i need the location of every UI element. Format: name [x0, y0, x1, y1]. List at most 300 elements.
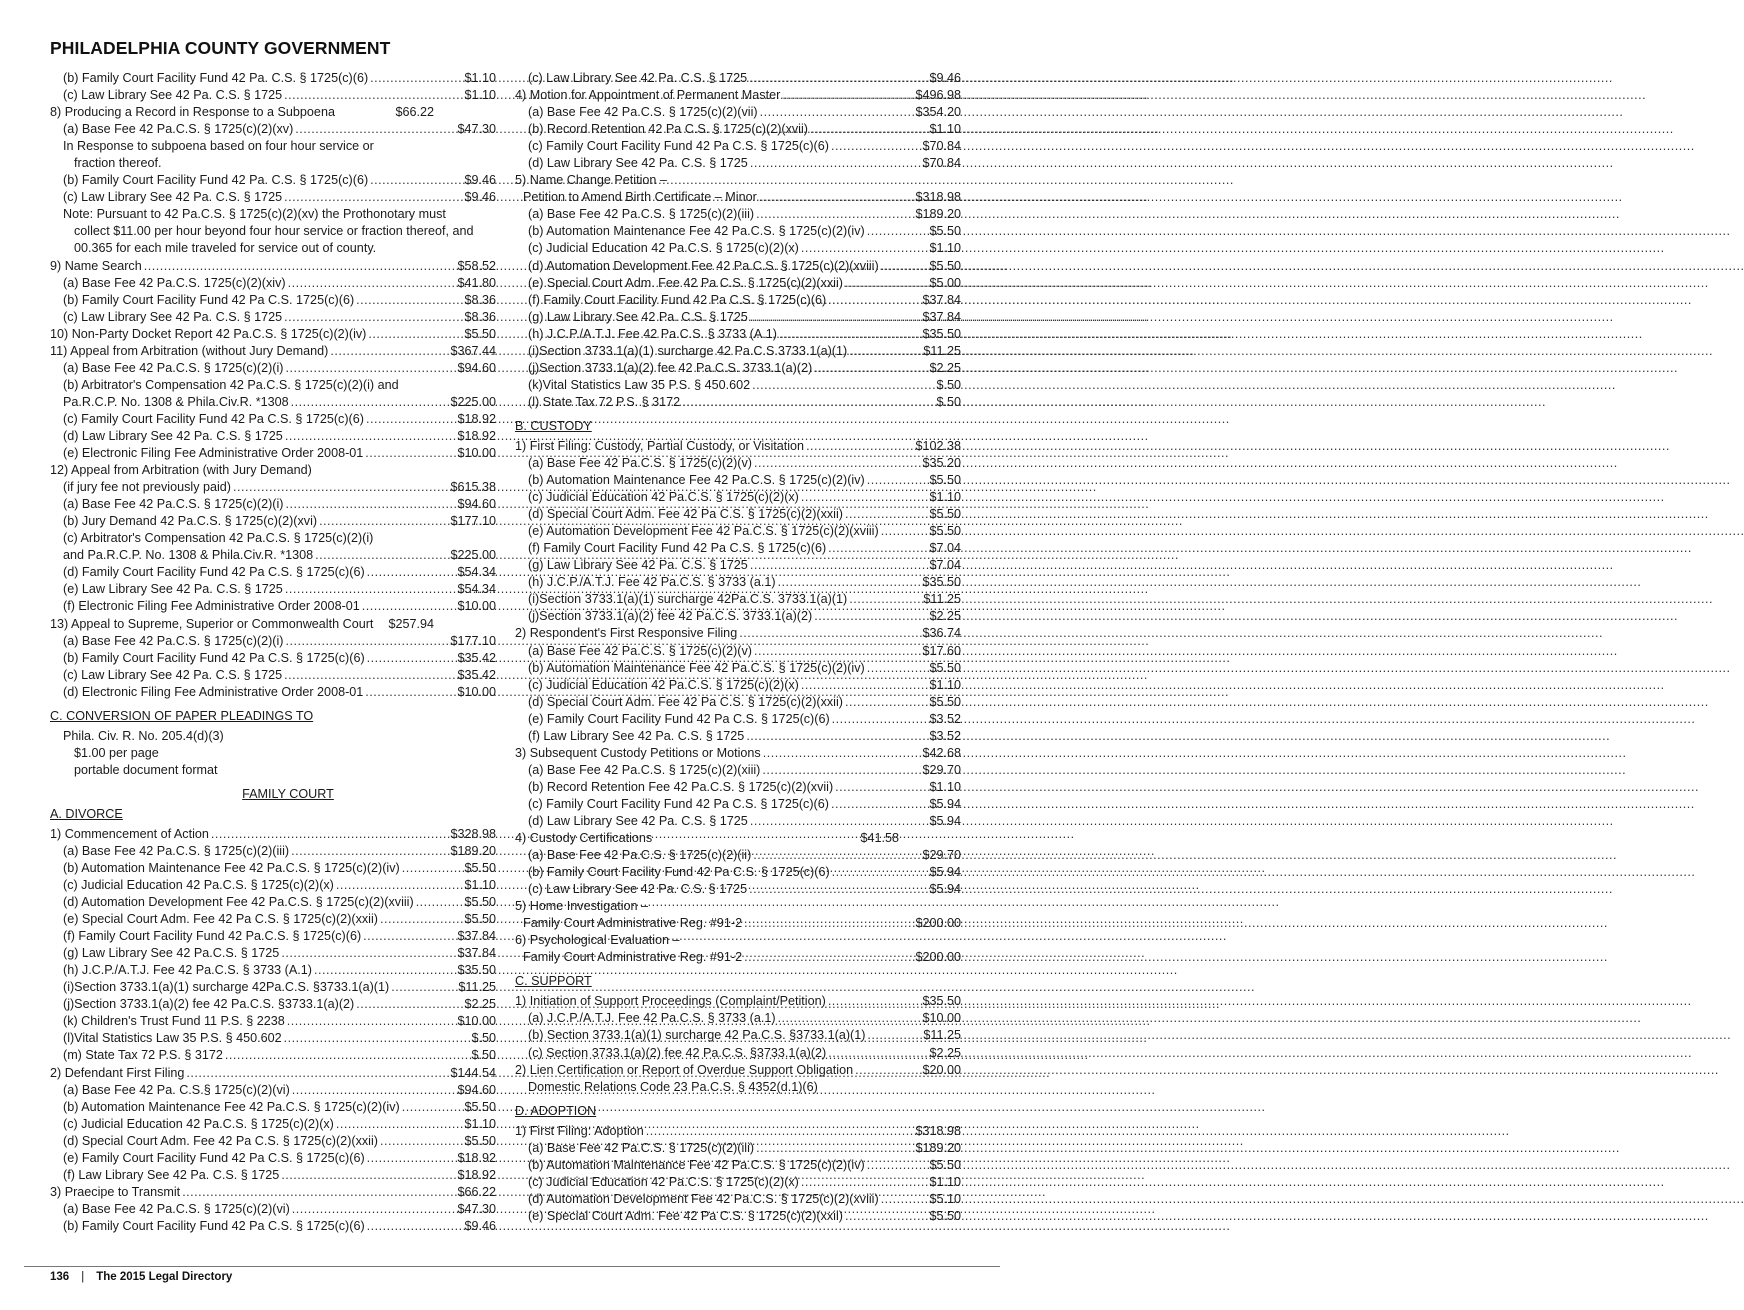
- fee-amount: $18.92: [457, 1150, 496, 1165]
- text-line: [50, 377, 496, 394]
- fee-amount: $37.84: [457, 946, 496, 961]
- fee-label: 11) Appeal from Arbitration (without Jury Demand): [50, 343, 329, 358]
- dot-leader: [867, 1027, 921, 1044]
- fee-amount: $318.98: [915, 1123, 961, 1138]
- fee-label: (b) Family Court Facility Fund 42 Pa C.S. § 1725(c)(6): [63, 1218, 365, 1233]
- fee-label: (a) Base Fee 42 Pa.C.S. § 1725(c)(2)(i): [63, 633, 284, 648]
- fee-line: [50, 547, 496, 564]
- dot-leader: [682, 394, 934, 411]
- fee-label: (d) Law Library See 42 Pa. C.S. § 1725: [63, 428, 283, 443]
- fee-line: [515, 377, 961, 394]
- fee-label: (a) Base Fee 42 Pa.C.S. § 1725(c)(2)(ii): [528, 848, 752, 863]
- dot-leader: [186, 1065, 448, 1082]
- fee-line: [50, 667, 496, 684]
- fee-label: (c) Judicial Education 42 Pa.C.S. § 1725(c)(2)(x): [528, 490, 799, 505]
- fee-label: 1) First Filing: Custody, Partial Custody, or Visitation: [515, 438, 805, 453]
- dot-leader: [370, 70, 462, 87]
- dot-leader: [366, 411, 456, 428]
- fee-label: (c) Judicial Education 42 Pa.C.S. § 1725(c)(2)(x): [528, 1174, 799, 1189]
- fee-line: [515, 728, 961, 745]
- fee-amount: $2.25: [929, 360, 961, 375]
- dot-leader: [233, 479, 448, 496]
- fee-label: (j)Section 3733.1(a)(2) fee 42 Pa.C.S. §3733.1(a)(2): [63, 997, 355, 1012]
- dot-leader: [810, 121, 928, 138]
- fee-line: [515, 292, 961, 309]
- dot-leader: [845, 275, 928, 292]
- fee-line: [515, 189, 961, 206]
- fee-label: (b) Automation Maintenance Fee 42 Pa.C.S. § 1725(c)(2)(iv): [528, 473, 865, 488]
- fee-label: (f) Family Court Facility Fund 42 Pa C.S. § 1725(c)(6): [528, 541, 827, 556]
- fee-line: [515, 557, 961, 574]
- fee-line: [515, 881, 961, 898]
- dot-leader: [867, 223, 928, 240]
- fee-label: (j)Section 3733.1(a)(2) fee 42 Pa.C.S. 3733.1(a)(2): [528, 609, 813, 624]
- fee-line: [50, 1082, 496, 1099]
- dot-leader: [867, 1157, 928, 1174]
- fee-label: (a) Base Fee 42 Pa.C.S. § 1725(c)(2)(i): [63, 360, 284, 375]
- fee-amount: $5.50: [929, 507, 961, 522]
- fee-amount: $5.50: [929, 258, 961, 273]
- fee-label: (c) Judicial Education 42 Pa.C.S. § 1725(c)(2)(x): [63, 878, 334, 893]
- fee-amount: $70.84: [922, 156, 961, 171]
- fee-label: 5) Home Investigation –: [515, 899, 649, 914]
- fee-amount: $5.50: [929, 694, 961, 709]
- dot-leader: [756, 206, 913, 223]
- fee-label: portable document format: [74, 762, 218, 777]
- fee-amount: $18.92: [457, 411, 496, 426]
- fee-label: (c) Law Library See 42 Pa. C.S. § 1725: [63, 667, 283, 682]
- dot-leader: [754, 643, 920, 660]
- fee-label: (l) State Tax 72 P.S. § 3172: [528, 394, 681, 409]
- fee-amount: $47.30: [457, 122, 496, 137]
- fee-line: [515, 438, 961, 455]
- fee-label: (d) Family Court Facility Fund 42 Pa C.S. § 1725(c)(6): [63, 565, 365, 580]
- fee-line: [50, 996, 496, 1013]
- fee-line: [515, 591, 961, 608]
- fee-amount: $94.60: [457, 360, 496, 375]
- fee-line: [50, 1150, 496, 1167]
- fee-amount: $11.25: [923, 592, 961, 607]
- fee-label: (b) Family Court Facility Fund 42 Pa. C.S. § 1725(c)(6): [63, 173, 369, 188]
- right-column: [515, 70, 961, 1225]
- fee-amount: $225.00: [450, 394, 496, 409]
- dot-leader: [367, 650, 456, 667]
- dot-leader: [779, 326, 921, 343]
- fee-label: (b) Family Court Facility Fund 42 Pa C.S. § 1725(c)(6): [63, 650, 365, 665]
- dot-leader: [881, 1191, 928, 1208]
- fee-amount: $41.58: [860, 831, 899, 846]
- dot-leader: [760, 104, 914, 121]
- fee-label: (f) Family Court Facility Fund 42 Pa.C.S. § 1725(c)(6): [63, 929, 362, 944]
- dot-leader: [849, 343, 921, 360]
- text-line: [50, 745, 496, 762]
- dot-leader: [750, 155, 921, 172]
- fee-label: (d) Automation Development Fee 42 Pa.C.S. § 1725(c)(2)(xviii): [528, 1191, 879, 1206]
- fee-amount: $9.46: [464, 190, 496, 205]
- publication-name: The 2015 Legal Directory: [96, 1271, 233, 1283]
- fee-line: [515, 574, 961, 591]
- dot-leader: [367, 564, 456, 581]
- fee-line: [515, 1140, 961, 1157]
- dot-leader: [284, 667, 455, 684]
- fee-label: (a) Base Fee 42 Pa.C.S. § 1725(c)(2)(iii): [528, 1140, 755, 1155]
- dot-leader: [749, 881, 927, 898]
- fee-label: (b) Jury Demand 42 Pa.C.S. § 1725(c)(2)(xvi): [63, 514, 318, 529]
- fee-amount: $1.10: [929, 1174, 961, 1189]
- fee-amount: $35.50: [457, 963, 496, 978]
- text-line: [515, 172, 961, 189]
- fee-label: (b) Family Court Facility Fund 42 Pa. C.S. § 1725(c)(6): [63, 71, 369, 85]
- fee-label: (c) Family Court Facility Fund 42 Pa C.S. § 1725(c)(6): [63, 411, 364, 426]
- dot-leader: [292, 1082, 456, 1099]
- fee-amount: $5.50: [464, 1099, 496, 1114]
- dot-leader: [292, 1201, 456, 1218]
- fee-line: [50, 1167, 496, 1184]
- fee-amount: $58.52: [457, 258, 496, 273]
- fee-line: [515, 1045, 961, 1062]
- fee-line: [50, 292, 496, 309]
- fee-line: [515, 223, 961, 240]
- fee-amount: $2.25: [929, 1045, 961, 1060]
- dot-leader: [806, 438, 913, 455]
- fee-amount: $.50: [936, 377, 961, 392]
- fee-amount: $5.50: [464, 1133, 496, 1148]
- fee-line: [50, 979, 496, 996]
- fee-line: [515, 1208, 961, 1225]
- fee-label: (e) Electronic Filing Fee Administrative Order 2008-01: [63, 446, 364, 461]
- dot-leader: [295, 121, 455, 138]
- fee-label: (c) Section 3733.1(a)(2) fee 42 Pa.C.S. §3733.1(a)(2): [528, 1045, 827, 1060]
- fee-amount: $37.84: [922, 292, 961, 307]
- fee-label: (d) Special Court Adm. Fee 42 Pa C.S. § 1725(c)(2)(xxii): [63, 1133, 378, 1148]
- fee-label: (b) Record Retention 42 Pa C.S. § 1725(c)(2)(xvii): [528, 122, 808, 137]
- fee-line: [515, 830, 961, 847]
- fee-line: [515, 506, 961, 523]
- fee-label: (c) Arbitrator's Compensation 42 Pa.C.S. § 1725(c)(2)(i): [63, 531, 374, 546]
- dot-leader: [314, 962, 456, 979]
- dot-leader: [284, 309, 462, 326]
- fee-line: [515, 643, 961, 660]
- fee-line: [515, 608, 961, 625]
- fee-amount: $2.25: [464, 997, 496, 1012]
- fee-amount: $5.50: [929, 224, 961, 239]
- fee-line: [50, 1013, 496, 1030]
- dot-leader: [849, 591, 921, 608]
- fee-label: (c) Family Court Facility Fund 42 Pa C.S. § 1725(c)(6): [528, 796, 829, 811]
- fee-line: [50, 496, 496, 513]
- fee-label: (h) J.C.P./A.T.J. Fee 42 Pa.C.S. § 3733 (A.1): [528, 326, 777, 341]
- fee-line: [515, 1027, 961, 1044]
- dot-leader: [284, 189, 462, 206]
- fee-line: [50, 564, 496, 581]
- fee-line: [50, 650, 496, 667]
- fee-label: (a) Base Fee 42 Pa.C.S. § 1725(c)(2)(xiii): [528, 762, 761, 777]
- fee-line: [515, 1157, 961, 1174]
- fee-amount: $37.84: [922, 309, 961, 324]
- fee-line: [515, 796, 961, 813]
- fee-line: [50, 104, 496, 121]
- fee-label: Family Court Administrative Reg. #91-2: [523, 916, 743, 931]
- fee-amount: $5.50: [464, 895, 496, 910]
- fee-line: [515, 1010, 961, 1027]
- fee-label: (e) Law Library See 42 Pa. C.S. § 1725: [63, 582, 283, 597]
- dot-leader: [416, 894, 463, 911]
- fee-line: [515, 121, 961, 138]
- fee-amount: $35.50: [922, 326, 961, 341]
- fee-line: [50, 343, 496, 360]
- dot-leader: [867, 472, 928, 489]
- fee-label: 13) Appeal to Supreme, Superior or Commonwealth Court: [50, 616, 374, 631]
- fee-line: [50, 684, 496, 701]
- text-line: [50, 206, 496, 223]
- fee-amount: $.50: [936, 394, 961, 409]
- fee-label: (d) Electronic Filing Fee Administrative Order 2008-01: [63, 684, 364, 699]
- fee-line: [50, 1047, 496, 1064]
- fee-line: [515, 813, 961, 830]
- fee-label: (b) Arbitrator's Compensation 42 Pa.C.S. § 1725(c)(2)(i) and: [63, 377, 399, 392]
- fee-label: (b) Section 3733.1(a)(1) surcharge 42 Pa.C.S. §3733.1(a)(1): [528, 1028, 866, 1043]
- fee-line: [515, 694, 961, 711]
- fee-line: [50, 411, 496, 428]
- text-line: [515, 1079, 961, 1096]
- footer-divider: [24, 1266, 1000, 1267]
- fee-label: (d) Special Court Adm. Fee 42 Pa C.S. § 1725(c)(2)(xxii): [528, 694, 843, 709]
- fee-label: (b) Automation Maintenance Fee 42 Pa.C.S. § 1725(c)(2)(iv): [63, 1099, 400, 1114]
- fee-line: [515, 745, 961, 762]
- fee-line: [515, 1123, 961, 1140]
- fee-label: (i)Section 3733.1(a)(1) surcharge 42 Pa.C.S.3733.1(a)(1): [528, 343, 848, 358]
- dot-leader: [828, 540, 927, 557]
- fee-label: (b) Automation Maintenance Fee 42 Pa.C.S. § 1725(c)(2)(iv): [528, 224, 865, 239]
- dot-leader: [368, 326, 462, 343]
- fee-label: (f) Electronic Filing Fee Administrative Order 2008-01: [63, 599, 360, 614]
- dot-leader: [831, 796, 928, 813]
- page-footer: [50, 1271, 232, 1283]
- fee-label: (a) J.C.P./A.T.J. Fee 42 Pa.C.S. § 3733 (a.1): [528, 1011, 776, 1026]
- fee-label: (b) Family Court Facility Fund 42 Pa C.S. 1725(c)(6): [63, 292, 355, 307]
- fee-line: [515, 104, 961, 121]
- dot-leader: [739, 625, 920, 642]
- fee-amount: $5.50: [929, 1208, 961, 1223]
- dot-leader: [881, 523, 928, 540]
- dot-leader: [814, 608, 927, 625]
- fee-line: [515, 711, 961, 728]
- fee-label: Pa.R.C.P. No. 1308 & Phila.Civ.R. *1308: [63, 394, 289, 409]
- dot-leader: [288, 275, 456, 292]
- fee-amount: $5.50: [929, 1157, 961, 1172]
- fee-label: (a) Base Fee 42 Pa.C.S. 1725(c)(2)(xiv): [63, 275, 286, 290]
- fee-amount: $18.92: [457, 1167, 496, 1182]
- dot-leader: [182, 1184, 455, 1201]
- fee-line: [515, 70, 961, 87]
- fee-amount: $66.22: [457, 1184, 496, 1199]
- fee-line: [515, 1174, 961, 1191]
- fee-line: [50, 428, 496, 445]
- fee-amount: $94.60: [457, 1082, 496, 1097]
- fee-label: (c) Law Library See 42 Pa. C.S. § 1725: [63, 309, 283, 324]
- fee-line: [50, 189, 496, 206]
- dot-leader: [285, 496, 455, 513]
- dot-leader: [315, 547, 448, 564]
- fee-line: [50, 581, 496, 598]
- fee-label: collect $11.00 per hour beyond four hour service or fraction thereof, and: [74, 224, 474, 239]
- dot-leader: [828, 993, 921, 1010]
- fee-amount: $177.10: [450, 633, 496, 648]
- dot-leader: [845, 694, 928, 711]
- fee-label: (d) Law Library See 42 Pa. C.S. § 1725: [528, 156, 748, 171]
- fee-amount: $354.20: [915, 105, 961, 120]
- fee-amount: $1.10: [929, 779, 961, 794]
- footer-separator: |: [81, 1271, 85, 1283]
- fee-line: [50, 894, 496, 911]
- dot-leader: [319, 513, 448, 530]
- dot-leader: [801, 677, 928, 694]
- fee-line: [50, 394, 496, 411]
- fee-line: [50, 1184, 496, 1201]
- dot-leader: [365, 684, 455, 701]
- fee-amount: $8.36: [464, 292, 496, 307]
- fee-label: (c) Law Library See 42 Pa. C.S. § 1725: [63, 88, 283, 103]
- fee-line: [50, 445, 496, 462]
- dot-leader: [746, 728, 927, 745]
- dot-leader: [763, 745, 921, 762]
- fee-label: (e) Special Court Adm. Fee 42 Pa C.S. § 1725(c)(2)(xxii): [528, 1208, 843, 1223]
- fee-label: In Response to subpoena based on four hour service or: [63, 139, 374, 154]
- fee-amount: $257.94: [388, 616, 434, 631]
- fee-amount: $1.10: [929, 122, 961, 137]
- fee-label: (j)Section 3733.1(a)(2) fee 42 Pa.C.S. 3733.1(a)(2): [528, 360, 813, 375]
- dot-leader: [744, 915, 913, 932]
- dot-leader: [749, 70, 927, 87]
- dot-leader: [211, 826, 449, 843]
- fee-amount: $47.30: [457, 1201, 496, 1216]
- page-title: PHILADELPHIA COUNTY GOVERNMENT: [50, 38, 391, 58]
- fee-amount: $318.98: [915, 190, 961, 205]
- dot-leader: [356, 292, 462, 309]
- dot-leader: [759, 189, 914, 206]
- section-heading: A. DIVORCE: [50, 806, 123, 821]
- fee-label: (k) Children's Trust Fund 11 P.S. § 2238: [63, 1014, 285, 1029]
- fee-label: Domestic Relations Code 23 Pa.C.S. § 4352(d.1)(6): [528, 1079, 818, 1094]
- fee-amount: $5.10: [929, 1191, 961, 1206]
- dot-leader: [778, 574, 921, 591]
- text-line: [50, 728, 496, 745]
- fee-label: 2) Defendant First Filing: [50, 1065, 185, 1080]
- fee-line: [50, 877, 496, 894]
- fee-line: [515, 1191, 961, 1208]
- dot-leader: [750, 813, 928, 830]
- fee-amount: $8.36: [464, 309, 496, 324]
- fee-label: (c) Law Library See 42 Pa. C.S. § 1725: [63, 190, 283, 205]
- fee-label: (e) Automation Development Fee 42 Pa.C.S. § 1725(c)(2)(xviii): [528, 524, 879, 539]
- fee-label: 10) Non-Party Docket Report 42 Pa.C.S. § 1725(c)(2)(iv): [50, 326, 367, 341]
- fee-amount: $5.50: [929, 660, 961, 675]
- fee-line: [515, 258, 961, 275]
- fee-amount: $41.80: [457, 275, 496, 290]
- fee-line: [515, 660, 961, 677]
- fee-amount: $11.25: [923, 343, 961, 358]
- fee-line: [515, 847, 961, 864]
- fee-amount: $54.34: [457, 565, 496, 580]
- text-line: [515, 898, 961, 915]
- fee-line: [515, 915, 961, 932]
- fee-amount: $9.46: [929, 71, 961, 85]
- dot-leader: [362, 598, 456, 615]
- dot-leader: [782, 87, 913, 104]
- dot-leader: [831, 138, 921, 155]
- fee-label: (h) J.C.P./A.T.J. Fee 42 Pa.C.S. § 3733 (A.1): [63, 963, 312, 978]
- dot-leader: [855, 1062, 920, 1079]
- fee-label: 4) Motion for Appointment of Permanent Master: [515, 88, 781, 103]
- fee-label: (c) Family Court Facility Fund 42 Pa C.S. § 1725(c)(6): [528, 139, 829, 154]
- fee-label: (d) Automation Development Fee 42 Pa.C.S. § 1725(c)(2)(xviii): [63, 895, 414, 910]
- dot-leader: [402, 1099, 463, 1116]
- fee-amount: $5.50: [929, 524, 961, 539]
- fee-amount: $7.04: [929, 558, 961, 573]
- fee-label: (g) Law Library See 42 Pa. C.S. § 1725: [528, 558, 748, 573]
- fee-line: [515, 309, 961, 326]
- fee-amount: $189.20: [915, 207, 961, 222]
- fee-line: [50, 326, 496, 343]
- fee-label: and Pa.R.C.P. No. 1308 & Phila.Civ.R. *1308: [63, 548, 314, 563]
- fee-amount: $7.04: [929, 541, 961, 556]
- dot-leader: [778, 1010, 921, 1027]
- fee-line: [50, 70, 496, 87]
- fee-amount: $29.70: [922, 848, 961, 863]
- fee-amount: $17.60: [922, 643, 961, 658]
- fee-line: [515, 343, 961, 360]
- fee-line: [50, 1218, 496, 1235]
- fee-line: [50, 860, 496, 877]
- fee-amount: $29.70: [922, 762, 961, 777]
- dot-leader: [801, 1174, 928, 1191]
- fee-line: [515, 625, 961, 642]
- fee-line: [50, 1030, 496, 1047]
- fee-label: 00.365 for each mile traveled for service out of county.: [74, 241, 377, 256]
- fee-amount: $367.44: [450, 343, 496, 358]
- fee-label: (a) Base Fee 42 Pa.C.S. § 1725(c)(2)(vii): [528, 105, 758, 120]
- fee-amount: $5.94: [929, 865, 961, 880]
- fee-label: (a) Base Fee 42 Pa.C.S. § 1725(c)(2)(xv): [63, 122, 294, 137]
- fee-label: (l)Vital Statistics Law 35 P.S. § 450.602: [63, 1031, 282, 1046]
- text-line: [50, 223, 496, 240]
- fee-line: [515, 87, 961, 104]
- fee-line: [515, 394, 961, 411]
- fee-label: 6) Psychological Evaluation –: [515, 933, 680, 948]
- dot-leader: [754, 455, 920, 472]
- fee-amount: $144.54: [450, 1065, 496, 1080]
- dot-leader: [845, 1208, 928, 1225]
- dot-leader: [832, 711, 928, 728]
- fee-line: [50, 309, 496, 326]
- fee-label: 12) Appeal from Arbitration (with Jury Demand): [50, 463, 312, 478]
- fee-label: 1) Initiation of Support Proceedings (Complaint/Petition): [515, 994, 826, 1009]
- fee-amount: $2.25: [929, 609, 961, 624]
- fee-label: (g) Law Library See 42 Pa.C.S. § 1725: [63, 946, 280, 961]
- fee-amount: $3.52: [929, 711, 961, 726]
- fee-line: [50, 513, 496, 530]
- fee-amount: $200.00: [915, 916, 961, 931]
- fee-label: fraction thereof.: [74, 156, 162, 171]
- fee-amount: $5.50: [464, 912, 496, 927]
- dot-leader: [284, 1030, 470, 1047]
- fee-amount: $1.10: [464, 1116, 496, 1131]
- fee-label: 3) Praecipe to Transmit: [50, 1184, 181, 1199]
- fee-amount: $35.50: [922, 575, 961, 590]
- fee-line: [515, 864, 961, 881]
- dot-leader: [752, 377, 934, 394]
- dot-leader: [367, 1218, 463, 1235]
